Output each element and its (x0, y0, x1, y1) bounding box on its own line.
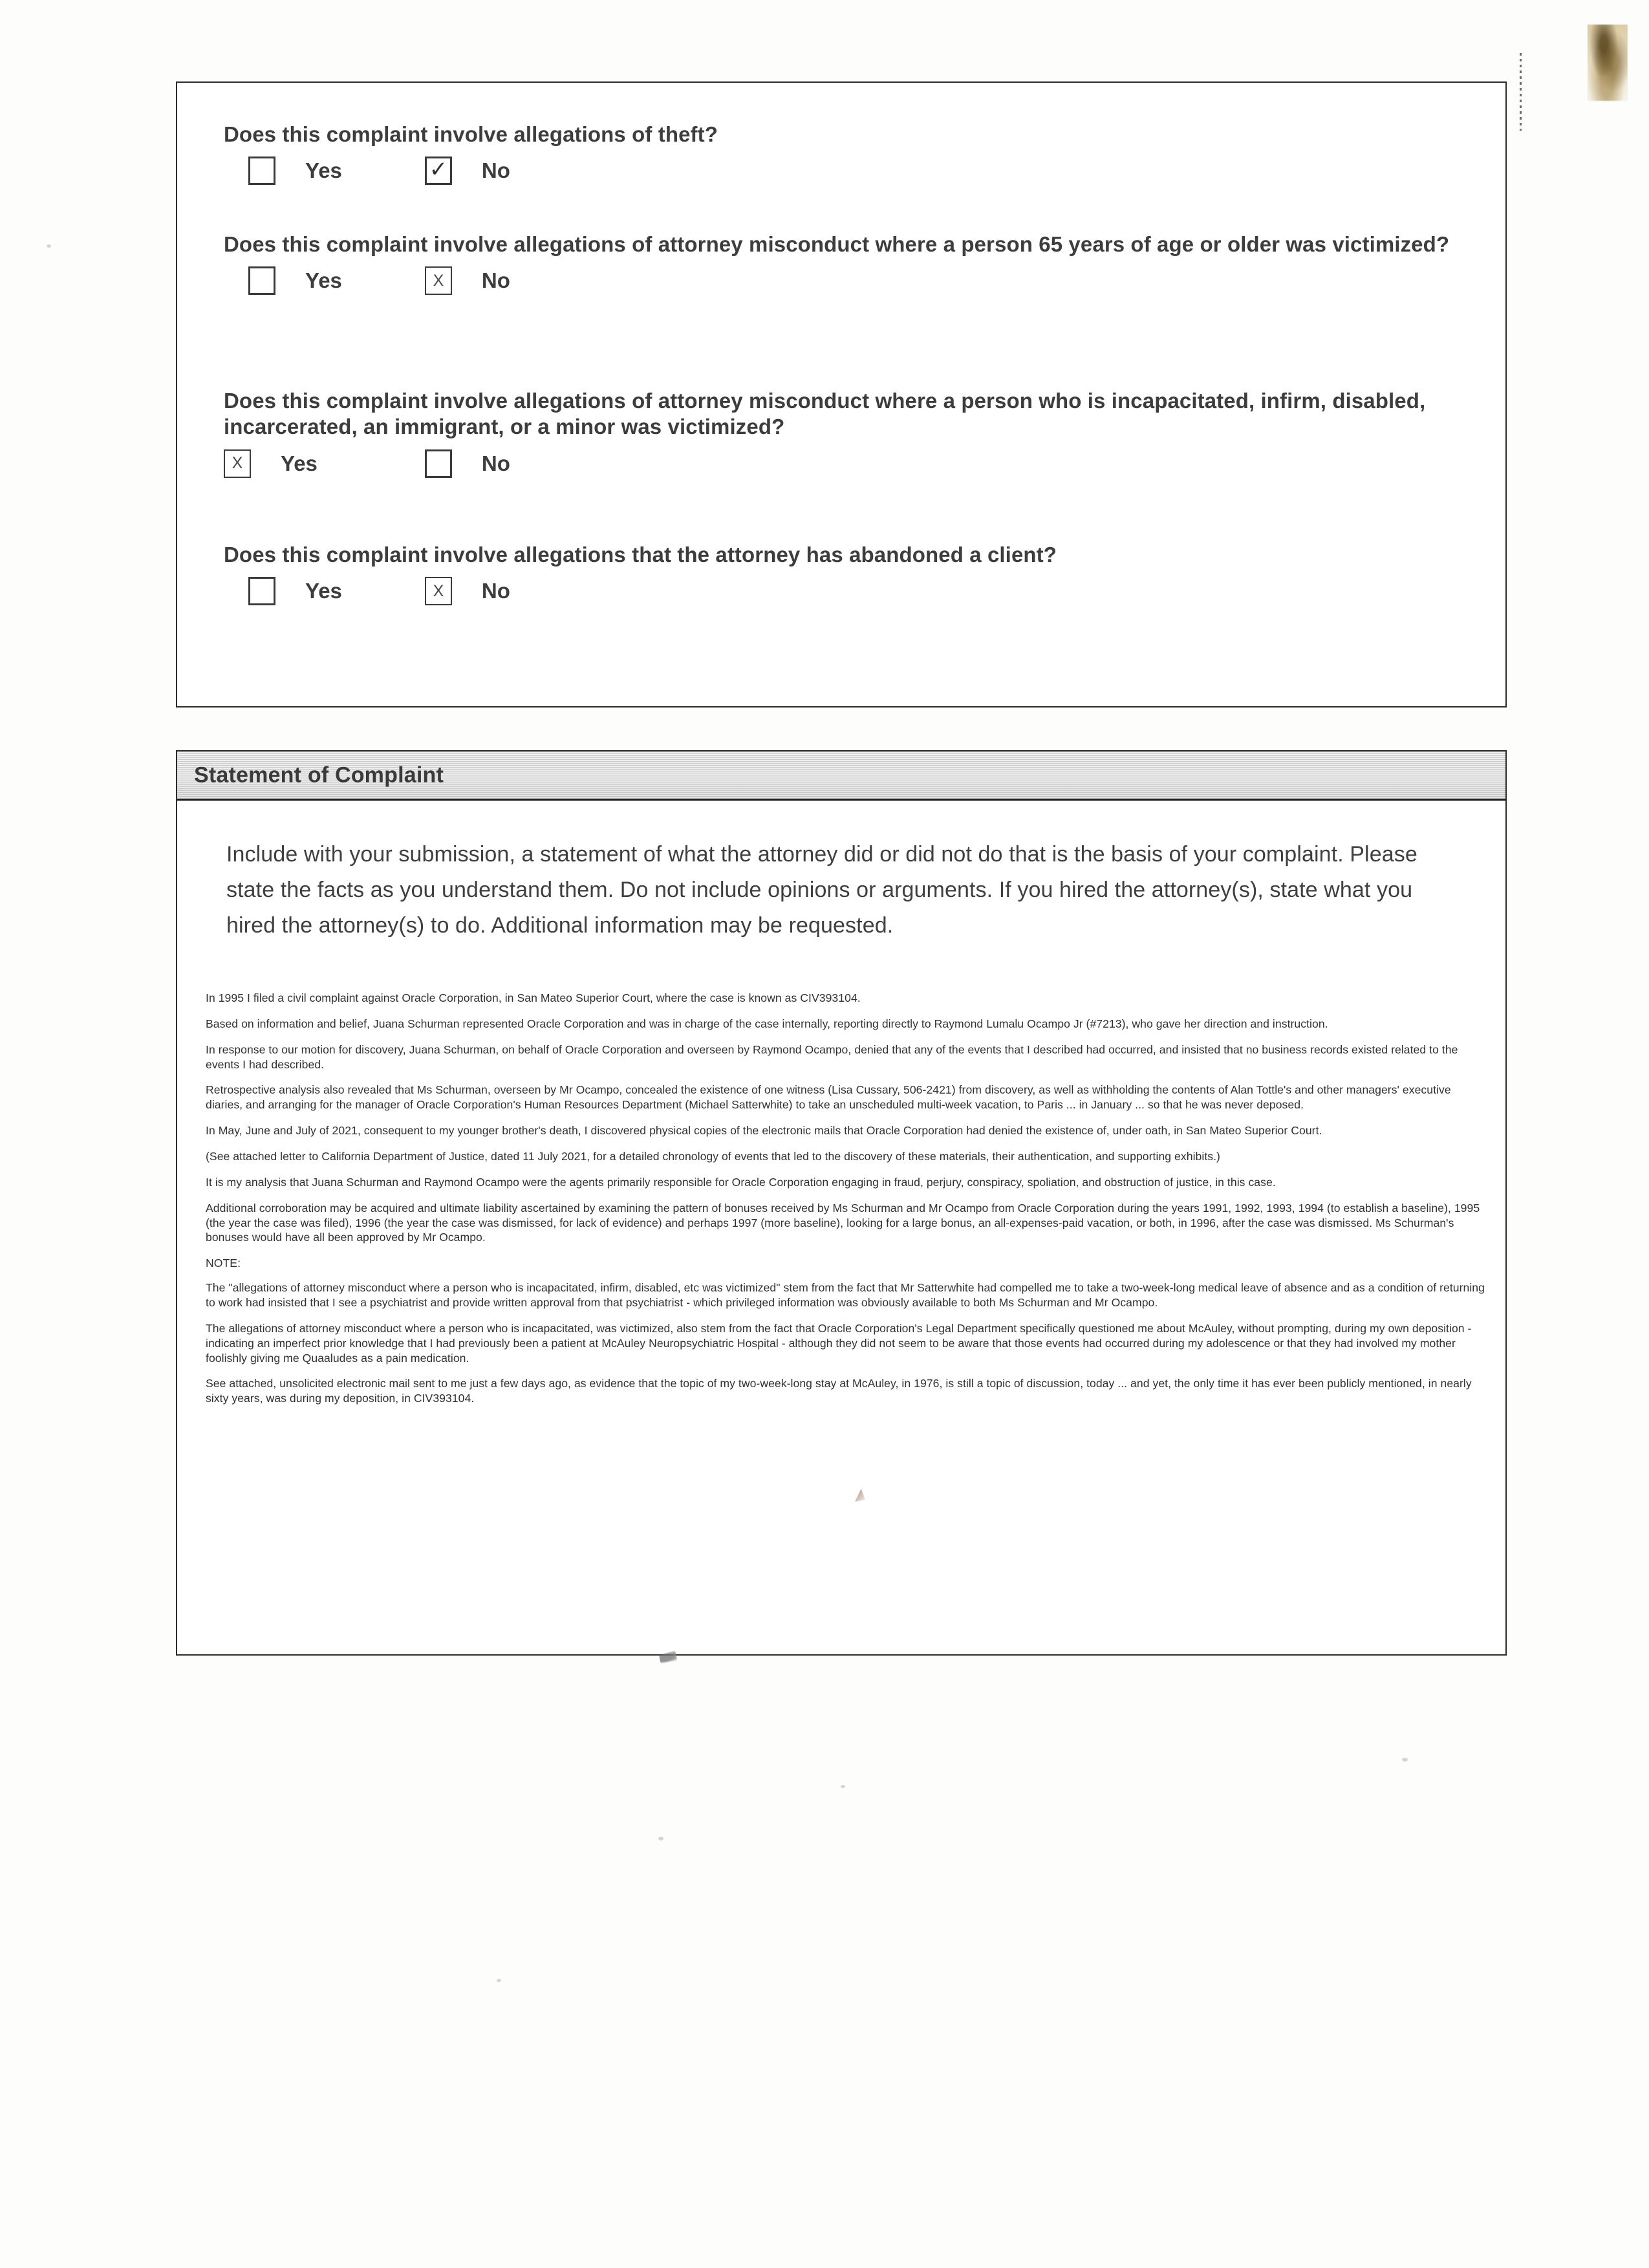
option-abandonment-yes[interactable] (248, 577, 342, 605)
checkbox-mark: X (433, 271, 444, 290)
question-theft-text: Does this complaint involve allegations of theft? (224, 122, 718, 146)
option-theft-yes[interactable] (248, 157, 342, 185)
option-label: No (481, 268, 510, 293)
question-block-vulnerable (224, 388, 1472, 478)
checkbox-theft-no[interactable] (425, 157, 452, 185)
scan-smudge-artifact (1588, 25, 1628, 101)
checkbox-theft-yes[interactable] (248, 157, 275, 185)
option-label: No (481, 158, 510, 183)
statement-note-label: NOTE: (206, 1257, 241, 1270)
checkbox-mark: X (433, 581, 444, 600)
question-elder-options (224, 266, 1449, 295)
option-label: No (481, 451, 510, 475)
option-label: Yes (305, 579, 342, 603)
scan-speck (1402, 1758, 1408, 1762)
checkbox-abandonment-yes[interactable] (248, 577, 275, 605)
question-vulnerable-options (224, 449, 1472, 478)
scan-speck (47, 244, 51, 248)
scan-speck (497, 1979, 501, 1982)
checkbox-abandonment-no[interactable] (425, 577, 452, 605)
statement-paragraph: In response to our motion for discovery, Juana Schurman, on behalf of Oracle Corporation and overseen by Raymond Ocampo, denied that any of the events that I described had occurred, and insisted that no business records existed related to the events I had described. (206, 1042, 1458, 1071)
statement-paragraph: It is my analysis that Juana Schurman and Raymond Ocampo were the agents primarily responsible for Oracle Corporation engaging in fraud, perjury, conspiracy, spoliation, and obstruction of justice, in this case. (206, 1175, 1276, 1189)
question-block-abandonment (224, 542, 1057, 605)
checkbox-vulnerable-no[interactable] (425, 449, 452, 478)
option-label: No (481, 579, 510, 603)
option-elder-no[interactable] (425, 266, 510, 295)
checkbox-vulnerable-yes[interactable] (224, 449, 251, 478)
statement-paragraph: Additional corroboration may be acquired and ultimate liability ascertained by examining the pattern of bonuses received by Ms Schurman and Mr Ocampo from Oracle Corporation during the years 1991, 1992, 1993, 1994 (to establish a baseline), 1995 (the year the case was filed), 1996 (the year the case was dismissed, for lack of evidence) and perhaps 1997 (more baseline), looking for a large bonus, an all-expenses-paid vacation, or both, in 1996, after the case was dismissed. Ms Schurman's bonuses would have all been approved by Mr Ocampo. (206, 1201, 1480, 1244)
statement-header-title: Statement of Complaint (194, 762, 444, 787)
statement-paragraph: The "allegations of attorney misconduct where a person who is incapacitated, infirm, disabled, etc was victimized" stem from the fact that Mr Satterwhite had compelled me to take a two-week-long medical leave of absence and as a condition of returning to work had insisted that I see a psychiatrist and provide written approval from that psychiatrist - which privileged information was obviously available to both Ms Schurman and Mr Ocampo. (206, 1281, 1485, 1310)
statement-paragraph: In 1995 I filed a civil complaint against Oracle Corporation, in San Mateo Superior Court, where the case is known as CIV393104. (206, 991, 861, 1004)
question-abandonment-options (224, 577, 1057, 605)
statement-paragraph: The allegations of attorney misconduct where a person who is incapacitated, was victimized, also stem from the fact that Oracle Corporation's Legal Department specifically questioned me about McAuley, without prompting, during my own deposition - indicating an imperfect prior knowledge that I had previously been a patient at McAuley Neuropsychiatric Hospital - although they did not seem to be aware that those events had occurred during my adolescence or that they had involved my mother foolishly giving me Quaaludes as a pain medication. (206, 1321, 1472, 1365)
statement-paragraph: Based on information and belief, Juana Schurman represented Oracle Corporation and was in charge of the case internally, reporting directly to Raymond Lumalu Ocampo Jr (#7213), who gave her direction and instruction. (206, 1017, 1328, 1030)
checkbox-mark: X (232, 454, 243, 472)
statement-body-text (206, 991, 1489, 1417)
checkbox-elder-yes[interactable] (248, 266, 275, 295)
question-theft-options (224, 157, 718, 185)
statement-of-complaint-box (176, 750, 1507, 1656)
question-elder-text: Does this complaint involve allegations of attorney misconduct where a person 65 years of age or older was victimized? (224, 232, 1450, 256)
option-label: Yes (305, 268, 342, 293)
option-theft-no[interactable] (425, 157, 510, 185)
statement-paragraph: See attached, unsolicited electronic mail sent to me just a few days ago, as evidence that the topic of my two-week-long stay at McAuley, in 1976, is still a topic of discussion, today ... and yet, the only time it has ever been publicly mentioned, in nearly sixty years, was during my deposition, in CIV393104. (206, 1377, 1472, 1405)
question-vulnerable-text: Does this complaint involve allegations of attorney misconduct where a person who is incapacitated, infirm, disabled, incarcerated, an immigrant, or a minor was victimized? (224, 389, 1426, 439)
checkbox-mark: ✓ (429, 157, 448, 182)
screening-questions-box (176, 81, 1507, 707)
statement-header-band (177, 751, 1505, 801)
scan-edge-marks (1520, 53, 1522, 131)
option-label: Yes (305, 158, 342, 183)
checkbox-elder-no[interactable] (425, 266, 452, 295)
statement-paragraph: In May, June and July of 2021, consequent to my younger brother's death, I discovered physical copies of the electronic mails that Oracle Corporation had denied the existence of, under oath, in San Mateo Superior Court. (206, 1124, 1322, 1138)
statement-paragraph: (See attached letter to California Department of Justice, dated 11 July 2021, for a detailed chronology of events that led to the discovery of these materials, their authentication, and supporting exhibits.) (206, 1150, 1220, 1163)
question-block-theft (224, 122, 718, 185)
option-vulnerable-no[interactable] (425, 449, 510, 478)
option-vulnerable-yes[interactable] (224, 449, 318, 478)
scan-speck (841, 1785, 845, 1788)
statement-instructions: Include with your submission, a statement of what the attorney did or did not do that is the basis of your complaint. Please state the facts as you understand them. Do not include opinions or arguments. If you hired the attorney(s), state what you hired the attorney(s) to do. Additional information may be requested. (226, 842, 1417, 938)
option-elder-yes[interactable] (248, 266, 342, 295)
option-label: Yes (281, 451, 318, 475)
question-block-elder (224, 232, 1449, 295)
statement-paragraph: Retrospective analysis also revealed that Ms Schurman, overseen by Mr Ocampo, concealed the existence of one witness (Lisa Cussary, 506-2421) from discovery, as well as withholding the contents of Alan Tottle's and other managers' executive diaries, and arranging for the manager of Oracle Corporation's Human Resources Department (Michael Satterwhite) to take an unscheduled multi-week vacation, to Paris ... in January ... so that he was never deposed. (206, 1083, 1451, 1112)
question-abandonment-text: Does this complaint involve allegations that the attorney has abandoned a client? (224, 543, 1057, 567)
scan-speck (658, 1837, 663, 1841)
option-abandonment-no[interactable] (425, 577, 510, 605)
